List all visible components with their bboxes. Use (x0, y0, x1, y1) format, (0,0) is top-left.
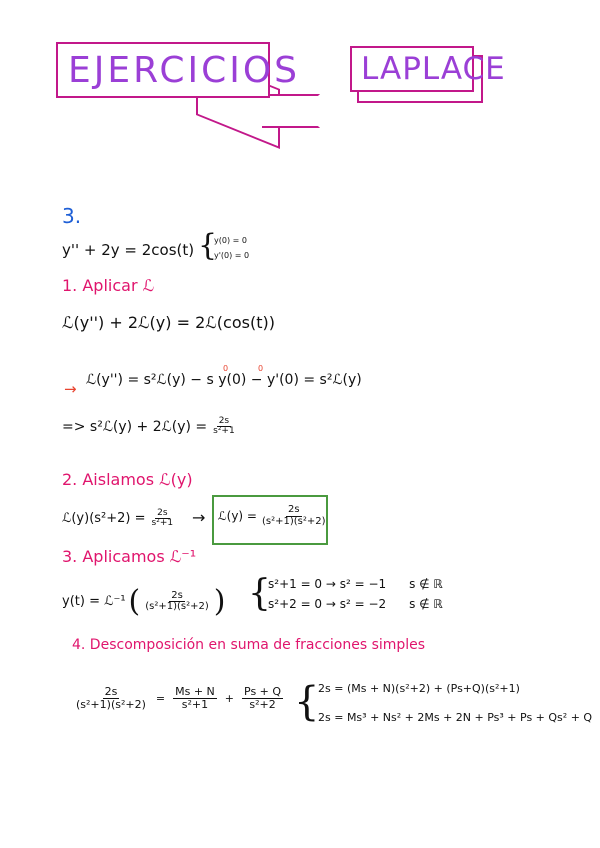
step-2-lhs: ℒ(y)(s²+2) = (62, 511, 146, 527)
subtitle-box (350, 46, 506, 92)
fraction (143, 591, 211, 613)
step-1-line-1: ℒ(y'') + 2ℒ(y) = 2ℒ(cos(t)) (62, 313, 275, 332)
case-1: s²+1 = 0 → s² = −1 s ∉ ℝ (268, 577, 443, 591)
exercise-number: 3. (62, 204, 82, 228)
equals-sign: = (155, 691, 166, 705)
condition-1: y(0) = 0 (214, 236, 247, 245)
step-2-equation (62, 509, 175, 529)
step-2-heading: 2. Aislamos ℒ(y) (62, 470, 193, 489)
fraction (242, 686, 283, 710)
fraction-denominator: (s²+1)(s²+2) (145, 601, 209, 612)
step-1-heading: 1. Aplicar ℒ (62, 276, 155, 295)
page-subtitle: LAPLACE (361, 51, 506, 87)
page-title: EJERCICIOS (68, 50, 301, 91)
fraction (260, 505, 328, 527)
partial-fraction-equation (74, 686, 283, 710)
fraction (74, 686, 148, 710)
title-banner (56, 42, 301, 98)
crossed-zero-2: 0 (258, 364, 264, 373)
conditions-brace: { (198, 228, 218, 263)
plus-sign: + (224, 691, 234, 705)
step-1-line-3-text: => s²ℒ(y) + 2ℒ(y) = (62, 418, 208, 435)
step-4-heading: 4. Descomposición en suma de fracciones simples (72, 637, 426, 653)
differential-equation: y'' + 2y = 2cos(t) (62, 241, 195, 259)
step-1-line-3 (62, 417, 237, 437)
fraction-denominator: (s²+1)(s²+2) (76, 697, 146, 711)
step-2-result-lhs: ℒ(y) = (218, 509, 257, 523)
fraction-numerator: 2s (218, 416, 230, 426)
fraction (173, 686, 217, 710)
fraction-numerator: 2s (287, 504, 300, 515)
fraction-numerator: 2s (104, 685, 118, 698)
fraction-numerator: Ps + Q (244, 685, 282, 698)
fraction-denominator: s²+1 (181, 697, 209, 711)
fraction-numerator: 2s (157, 508, 168, 518)
fraction-denominator: (s²+1)(s²+2) (261, 515, 326, 527)
fraction (150, 509, 176, 529)
crossed-zero-1: 0 (223, 364, 229, 373)
fraction-denominator: s²+1 (151, 518, 174, 529)
system-line-2: 2s = Ms³ + Ns² + 2Ms + 2N + Ps³ + Ps + Qs² + Q (318, 711, 593, 724)
fraction-denominator: s²+2 (249, 697, 276, 711)
title-ribbon-tail (262, 94, 320, 128)
step-3-lhs: y(t) = ℒ⁻¹ (62, 594, 126, 609)
step-3-heading: 3. Aplicamos ℒ⁻¹ (62, 547, 197, 566)
condition-2: y'(0) = 0 (214, 251, 250, 260)
fraction-numerator: 2s (171, 589, 183, 601)
system-brace: { (294, 679, 320, 725)
paren-open: ( (128, 584, 141, 619)
implies-arrow-icon: → (192, 508, 206, 527)
step-3-equation (62, 584, 226, 619)
fraction (211, 417, 237, 437)
paren-close: ) (213, 584, 226, 619)
fraction-denominator: s²+1 (213, 426, 235, 437)
cases-brace: { (248, 573, 271, 614)
case-2: s²+2 = 0 → s² = −2 s ∉ ℝ (268, 597, 443, 611)
step-2-result (218, 505, 328, 527)
arrow-icon: → (64, 380, 77, 398)
system-line-1: 2s = (Ms + N)(s²+2) + (Ps+Q)(s²+1) (318, 682, 520, 695)
step-1-line-2: ℒ(y'') = s²ℒ(y) − s y(0) − y'(0) = s²ℒ(y) (86, 372, 362, 388)
fraction-numerator: Ms + N (175, 685, 215, 698)
